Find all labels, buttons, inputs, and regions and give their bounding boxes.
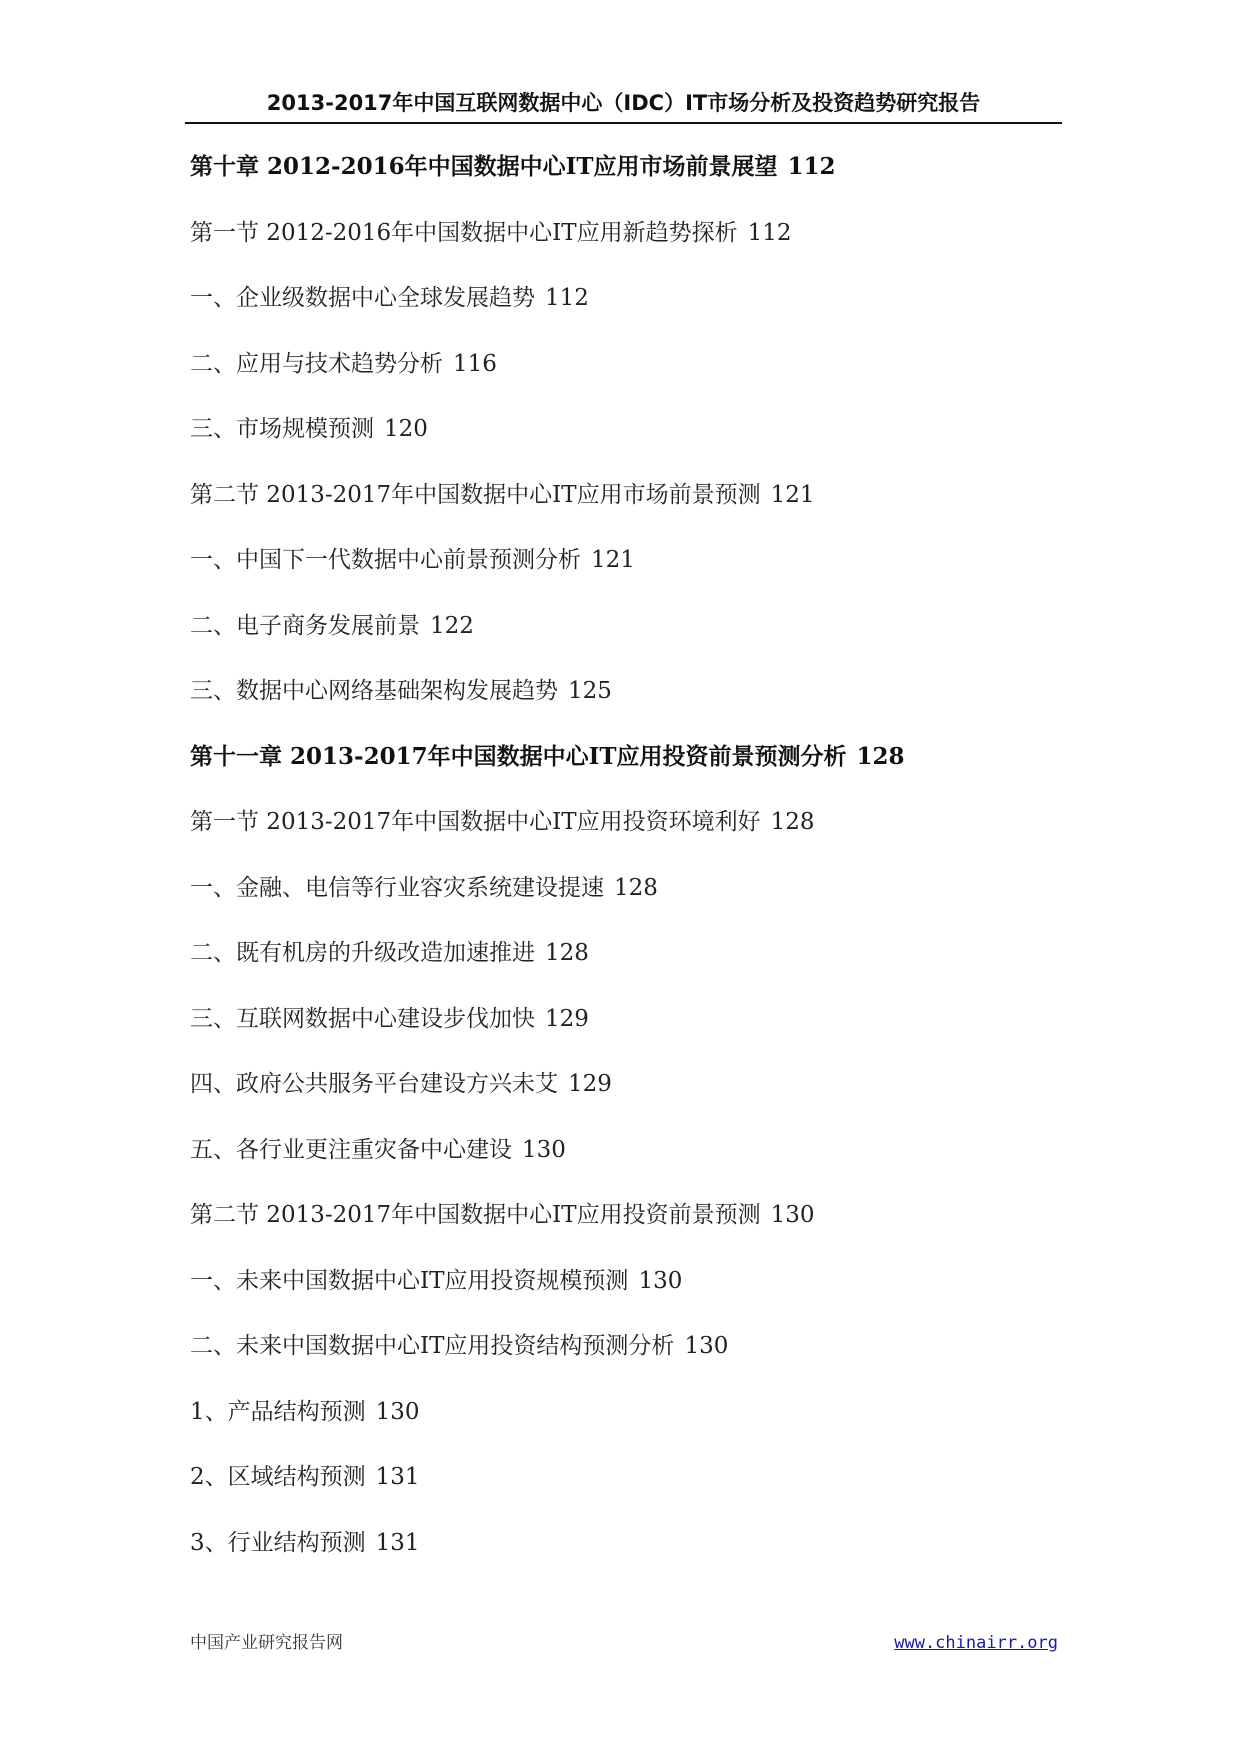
toc-entry-title: 一、未来中国数据中心IT应用投资规模预测 xyxy=(190,1267,629,1294)
toc-entry-item[interactable] xyxy=(190,999,1090,1065)
toc-entry-title: 二、既有机房的升级改造加速推进 xyxy=(190,940,535,966)
toc-entry-item[interactable] xyxy=(190,1392,1090,1458)
toc-page-number: 128 xyxy=(545,940,589,966)
toc-entry-title: 三、互联网数据中心建设步伐加快 xyxy=(190,1005,535,1032)
toc-entry-chapter[interactable] xyxy=(190,737,1090,803)
toc-page-number: 128 xyxy=(614,874,658,901)
toc-entry-item[interactable] xyxy=(190,409,1090,475)
toc-entry-title: 第二节 2013-2017年中国数据中心IT应用市场前景预测 xyxy=(190,481,761,508)
toc-page-number: 130 xyxy=(684,1333,729,1359)
toc-page-number: 129 xyxy=(545,1005,589,1032)
toc-page-number: 131 xyxy=(375,1464,420,1490)
toc-entry-item[interactable] xyxy=(190,1064,1090,1130)
toc-page-number: 130 xyxy=(770,1202,815,1228)
toc-entry-title: 二、应用与技术趋势分析 xyxy=(190,350,443,377)
toc-entry-title: 1、产品结构预测 xyxy=(190,1398,366,1425)
toc-page-number: 128 xyxy=(770,809,815,835)
toc-entry-section[interactable] xyxy=(190,1195,1090,1261)
toc-entry-title: 3、行业结构预测 xyxy=(190,1529,366,1556)
toc-entry-title: 第十章 2012-2016年中国数据中心IT应用市场前景展望 xyxy=(190,153,778,180)
table-of-contents xyxy=(190,147,1090,1588)
toc-entry-title: 2、区域结构预测 xyxy=(190,1464,366,1490)
toc-page-number: 112 xyxy=(545,285,589,311)
toc-page-number: 130 xyxy=(638,1267,683,1294)
page-footer xyxy=(190,1628,1058,1658)
toc-entry-title: 二、未来中国数据中心IT应用投资结构预测分析 xyxy=(190,1333,675,1359)
toc-page-number: 112 xyxy=(787,153,836,180)
toc-entry-item[interactable] xyxy=(190,278,1090,344)
toc-entry-item[interactable] xyxy=(190,606,1090,672)
toc-page-number: 121 xyxy=(770,481,815,508)
toc-page-number: 129 xyxy=(568,1071,612,1097)
toc-entry-title: 第一节 2012-2016年中国数据中心IT应用新趋势探析 xyxy=(190,219,738,246)
toc-entry-title: 一、企业级数据中心全球发展趋势 xyxy=(190,285,535,311)
toc-page-number: 121 xyxy=(591,547,635,573)
toc-entry-title: 第十一章 2013-2017年中国数据中心IT应用投资前景预测分析 xyxy=(190,742,847,770)
toc-page-number: 131 xyxy=(375,1529,420,1556)
toc-entry-title: 二、电子商务发展前景 xyxy=(190,612,420,639)
toc-entry-title: 三、市场规模预测 xyxy=(190,416,374,442)
toc-entry-item[interactable] xyxy=(190,1130,1090,1196)
toc-entry-chapter[interactable] xyxy=(190,147,1090,213)
toc-page-number: 120 xyxy=(384,416,428,442)
toc-page-number: 116 xyxy=(453,350,497,377)
toc-entry-section[interactable] xyxy=(190,802,1090,868)
toc-entry-title: 第一节 2013-2017年中国数据中心IT应用投资环境利好 xyxy=(190,809,761,835)
toc-entry-title: 一、中国下一代数据中心前景预测分析 xyxy=(190,547,581,573)
toc-entry-item[interactable] xyxy=(190,540,1090,606)
page-header xyxy=(185,88,1062,124)
toc-entry-item[interactable] xyxy=(190,1457,1090,1523)
toc-entry-item[interactable] xyxy=(190,933,1090,999)
toc-page-number: 130 xyxy=(375,1398,420,1425)
toc-entry-item[interactable] xyxy=(190,1326,1090,1392)
toc-entry-title: 三、数据中心网络基础架构发展趋势 xyxy=(190,678,558,704)
toc-entry-item[interactable] xyxy=(190,1523,1090,1589)
toc-page-number: 122 xyxy=(430,612,474,639)
toc-entry-title: 第二节 2013-2017年中国数据中心IT应用投资前景预测 xyxy=(190,1202,761,1228)
toc-entry-title: 五、各行业更注重灾备中心建设 xyxy=(190,1136,512,1163)
toc-page-number: 125 xyxy=(568,678,612,704)
toc-entry-title: 一、金融、电信等行业容灾系统建设提速 xyxy=(190,874,604,901)
toc-entry-section[interactable] xyxy=(190,475,1090,541)
toc-entry-item[interactable] xyxy=(190,671,1090,737)
toc-entry-title: 四、政府公共服务平台建设方兴未艾 xyxy=(190,1071,558,1097)
toc-entry-section[interactable] xyxy=(190,213,1090,279)
footer-site-name: 中国产业研究报告网 xyxy=(190,1633,343,1653)
footer-website-link[interactable]: www.chinairr.org xyxy=(894,1633,1058,1653)
toc-entry-item[interactable] xyxy=(190,868,1090,934)
toc-entry-item[interactable] xyxy=(190,1261,1090,1327)
toc-page-number: 130 xyxy=(522,1136,566,1163)
report-title: 2013-2017年中国互联网数据中心（IDC）IT市场分析及投资趋势研究报告 xyxy=(266,91,981,115)
toc-page-number: 128 xyxy=(856,742,905,770)
toc-page-number: 112 xyxy=(747,219,792,246)
toc-entry-item[interactable] xyxy=(190,344,1090,410)
